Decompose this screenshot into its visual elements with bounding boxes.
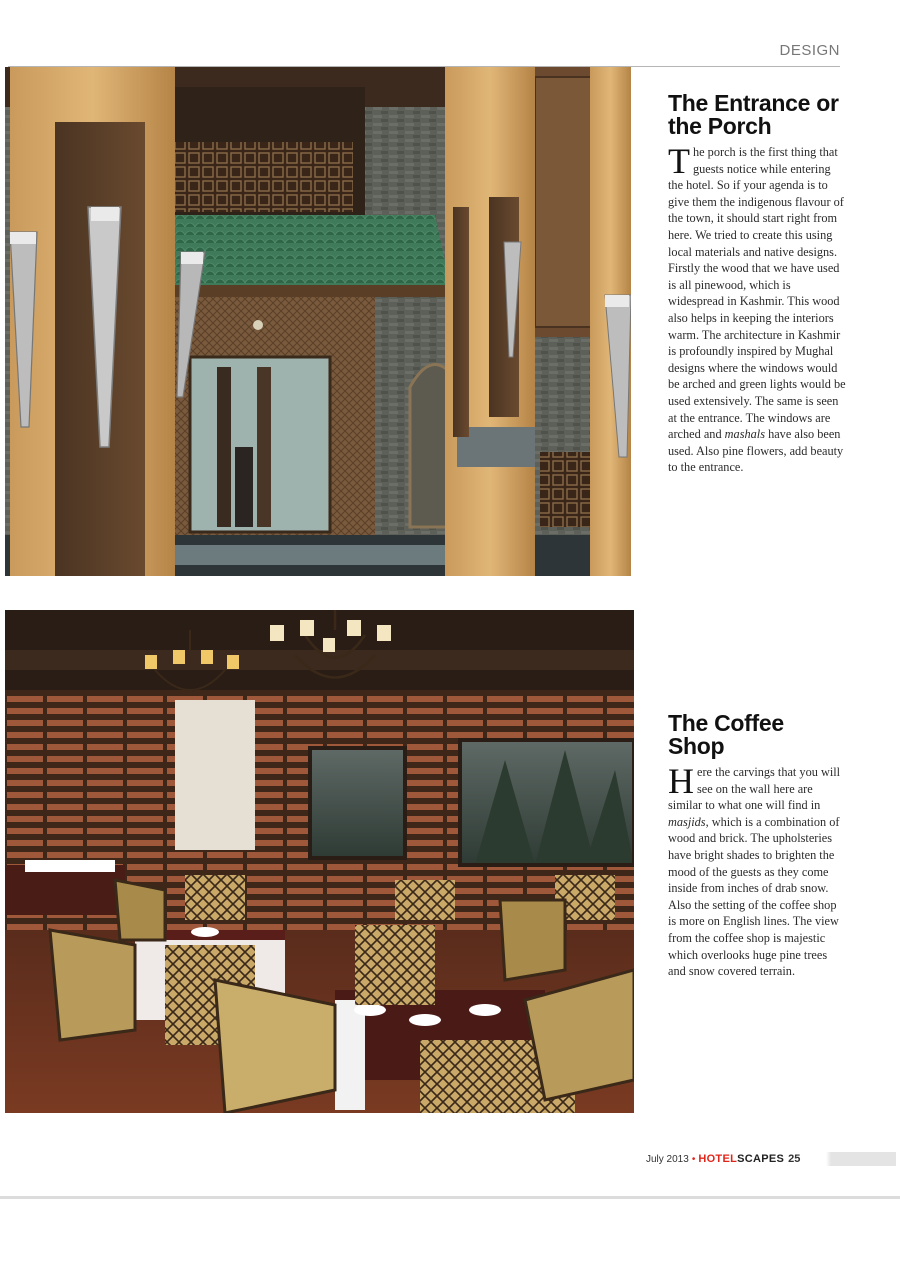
coffee-body-text-2: , which is a combination of wood and brick. The upholsteries have bright shades to brighten the mood of the guests as they come inside from inches of drab snow. Also the setting of the coffee shop is more on English lines. The view from the coffee shop is majestic which overlooks huge pine trees and snow covered terrain. bbox=[668, 814, 840, 979]
article-coffee bbox=[668, 712, 846, 980]
coffee-dropcap: H bbox=[668, 761, 694, 801]
magazine-brand-first: HOTEL bbox=[698, 1153, 738, 1165]
coffee-body bbox=[668, 761, 846, 980]
porch-dropcap: T bbox=[668, 141, 690, 181]
porch-emphasis: mashals bbox=[724, 427, 765, 442]
coffee-emphasis: masjids bbox=[668, 814, 706, 829]
coffee-heading: The Coffee Shop bbox=[668, 710, 784, 759]
coffee-body-text-1: ere the carvings that you will see on the wall here are similar to what one will find in bbox=[668, 765, 841, 813]
porch-photo bbox=[5, 67, 631, 576]
section-label: DESIGN bbox=[779, 42, 840, 59]
porch-body-text-1: he porch is the first thing that guests notice while entering the hotel. So if your agenda is to give them the indigenous flavour of the town, it should start right from here. We tried to create this using local materials and native designs. Firstly the wood that we have used is all pinewood, which is widespread in Kashmir. This wood also helps in keeping the interiors warm. The architecture in Kashmir is profoundly inspired by Mughal designs where the windows would be arched and green lights would be used extensively. The same is seen at the entrance. The windows are arched and bbox=[668, 145, 846, 442]
separator-dot-icon: • bbox=[691, 1154, 696, 1165]
page-number: 25 bbox=[788, 1153, 801, 1165]
porch-heading: The Entrance or the Porch bbox=[668, 90, 839, 139]
article-porch bbox=[668, 92, 846, 476]
bottom-rule bbox=[0, 1196, 900, 1199]
porch-body bbox=[668, 141, 846, 476]
magazine-brand-second: SCAPES bbox=[737, 1153, 785, 1165]
coffee-shop-photo bbox=[5, 610, 634, 1113]
porch-body-text-2: have also been used. Also pine flowers, add beauty to the entrance. bbox=[668, 427, 844, 475]
page-footer bbox=[646, 1152, 896, 1166]
issue-date: July 2013 bbox=[646, 1154, 689, 1165]
